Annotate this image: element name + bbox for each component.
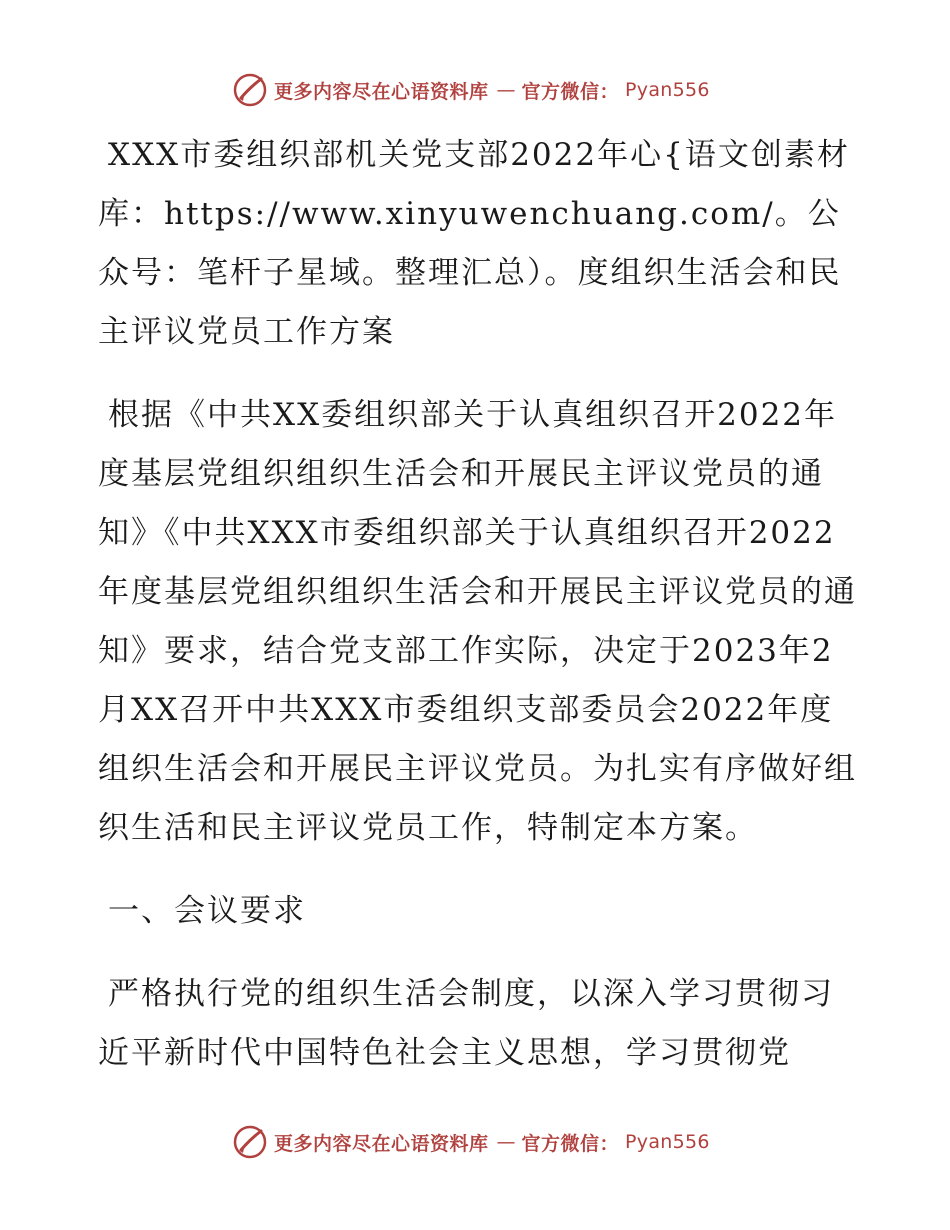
banner-label: 更多内容尽在心语资料库: [274, 1132, 489, 1155]
document-title: XXX市委组织部机关党支部2022年心{语文创素材库：https://www.xinyuwenchuang.com/。公众号：笔杆子星域。整理汇总）。度组织生活会和民主评议党员工作方案: [98, 137, 850, 350]
banner-handle: Pyan556: [625, 79, 710, 101]
document-body: [98, 126, 858, 1107]
banner-wechat-label: 官方微信：: [521, 1132, 620, 1155]
intro-paragraph: 根据《中共XX委组织部关于认真组织召开2022年度基层党组织组织生活会和开展民主评议党员的通知》《中共XXX市委组织部关于认真组织召开2022年度基层党组织组织生活会和开展民主评议党员的通知》要求，结合党支部工作实际，决定于2023年2月XX召开中共XXX市委组织支部委员会2022年度组织生活会和开展民主评议党员。为扎实有序做好组织生活和民主评议党员工作，特制定本方案。: [98, 397, 857, 846]
section-heading: 一、会议要求: [108, 893, 306, 929]
banner-handle: Pyan556: [625, 1131, 710, 1153]
footer-banner: [232, 1122, 710, 1162]
section-paragraph: 严格执行党的组织生活会制度，以深入学习贯彻习近平新时代中国特色社会主义思想，学习贯彻党: [98, 976, 834, 1071]
banner-label: 更多内容尽在心语资料库: [274, 80, 489, 103]
banner-dash: —: [496, 1131, 514, 1153]
header-banner: [232, 70, 710, 110]
brush-logo-icon: [232, 72, 268, 108]
brush-logo-icon: [232, 1124, 268, 1160]
banner-wechat-label: 官方微信：: [521, 80, 620, 103]
banner-dash: —: [496, 79, 514, 101]
